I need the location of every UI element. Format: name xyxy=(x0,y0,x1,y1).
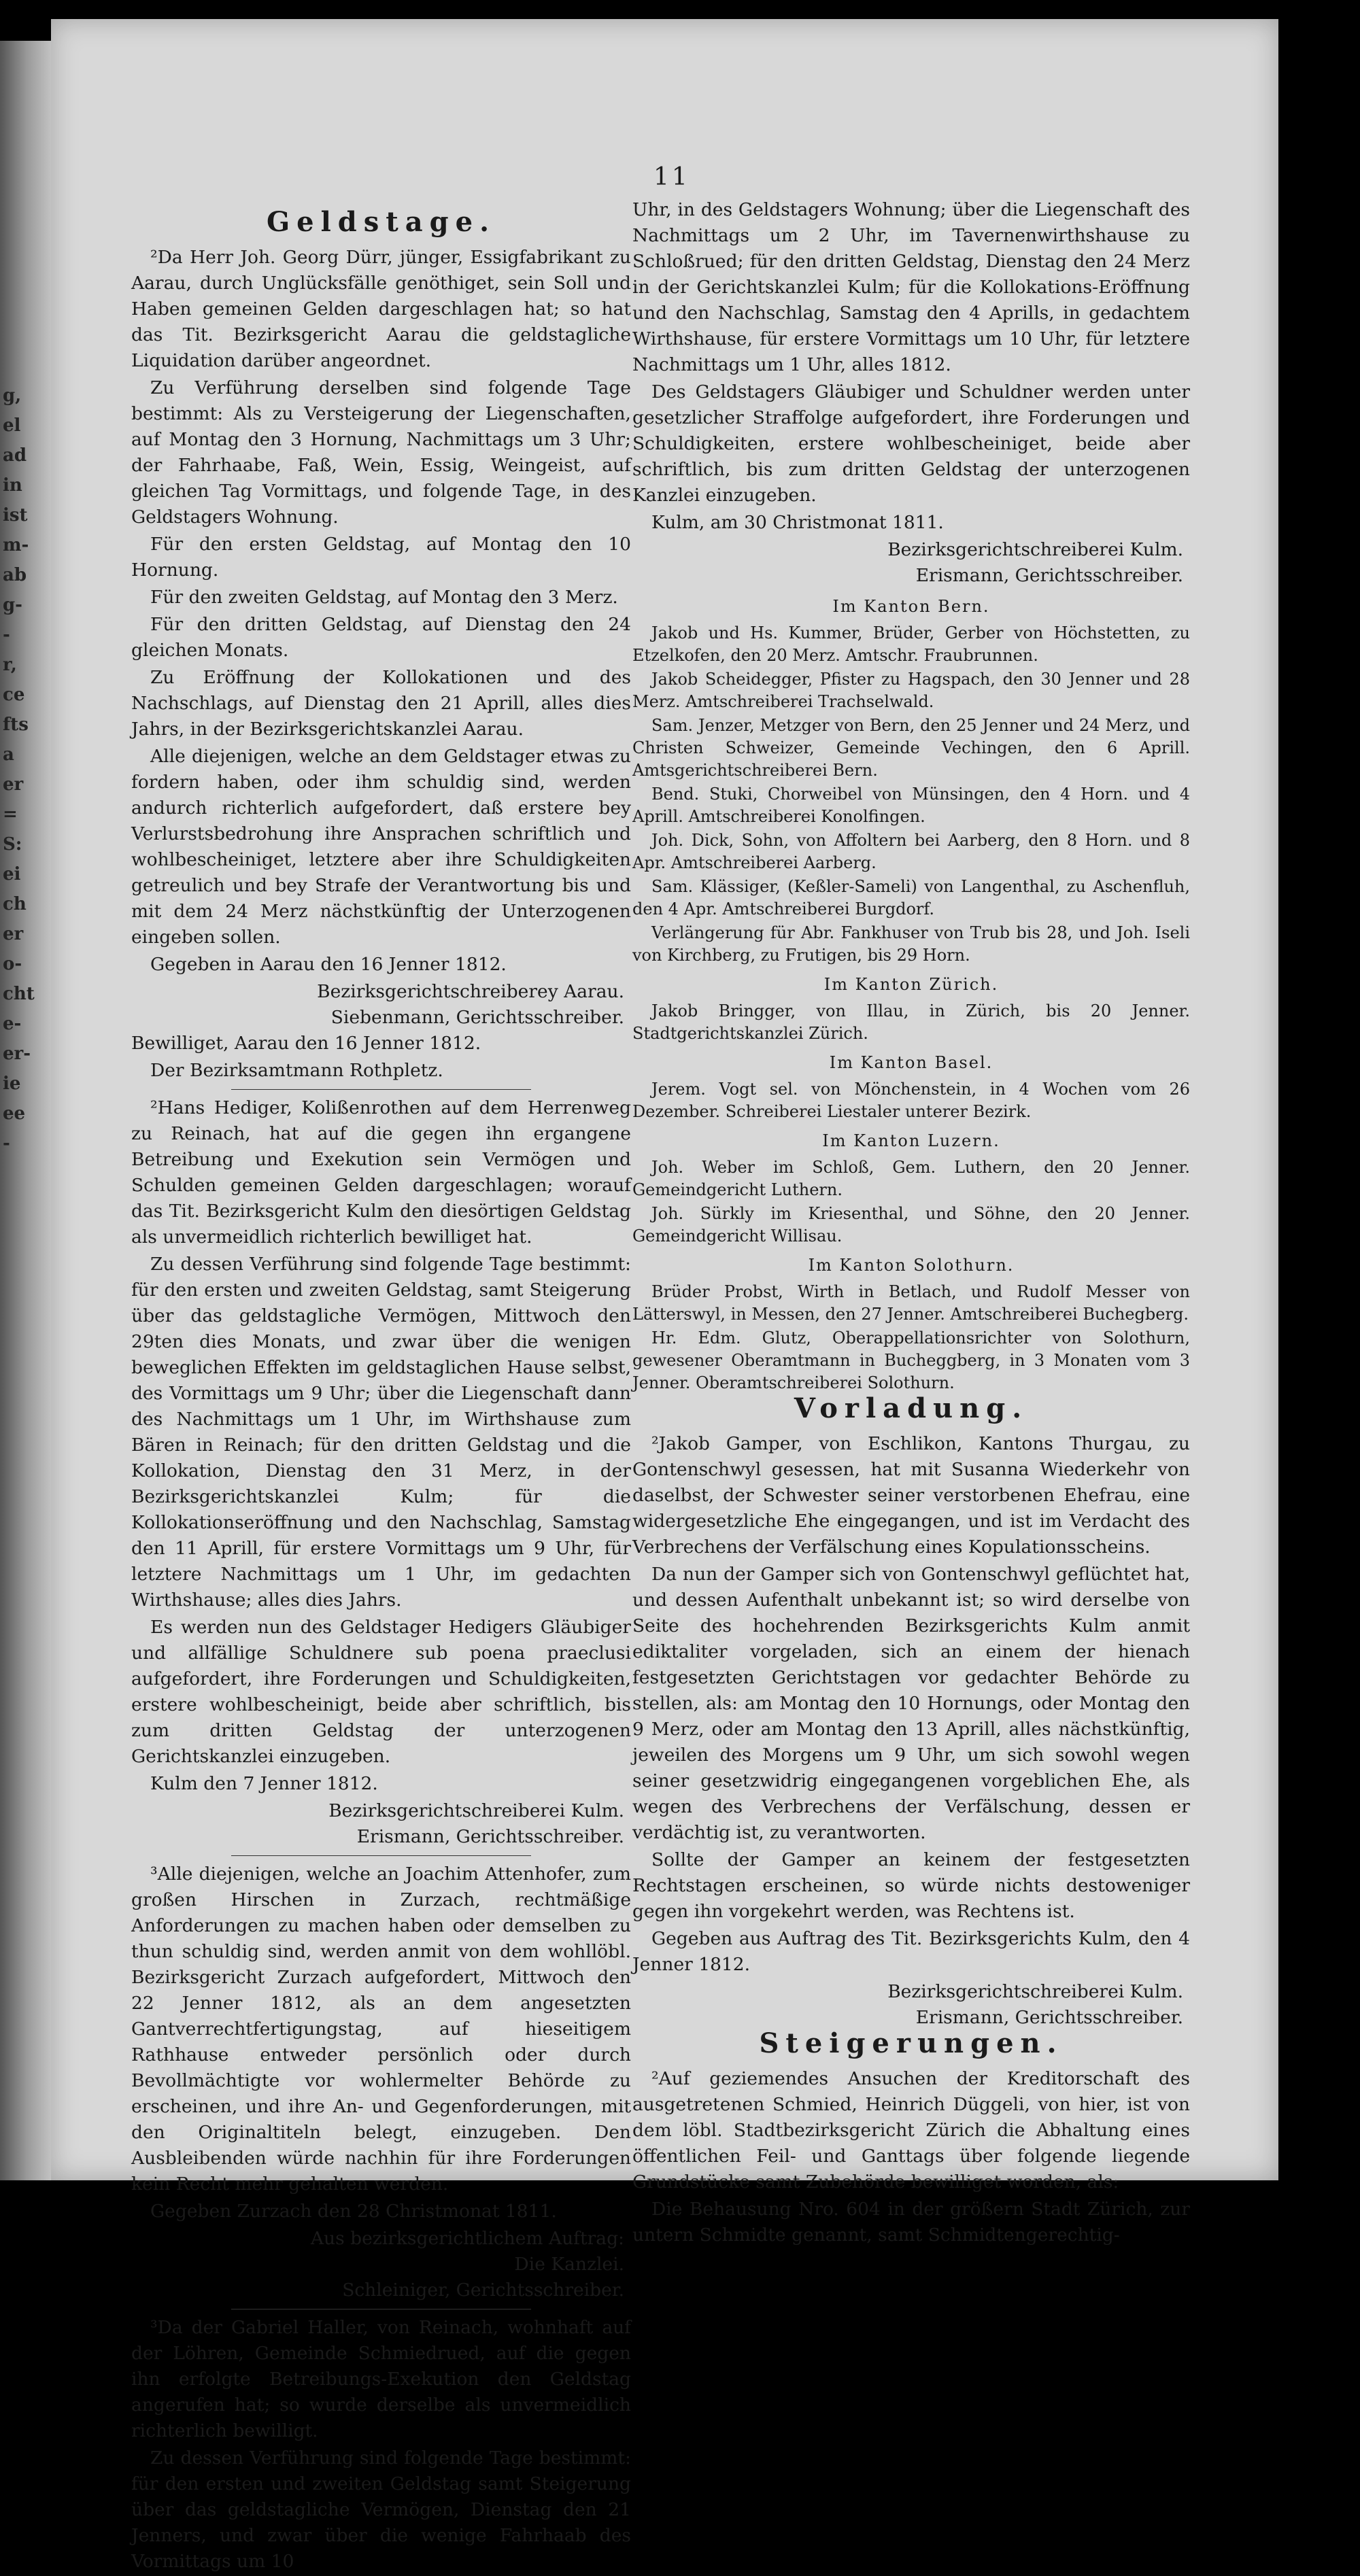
list-item: Jakob und Hs. Kummer, Brüder, Gerber von Höchstetten, zu Etzelkofen, den 20 Merz. Amtschr. Fraubrunnen. xyxy=(632,623,1190,665)
signature: Bezirksgerichtschreiberei Kulm. xyxy=(887,539,1183,560)
divider xyxy=(231,1089,531,1090)
list-item: Bend. Stuki, Chorweibel von Münsingen, den 4 Horn. und 4 Aprill. Amtschreiberei Konolfingen. xyxy=(632,785,1190,826)
signature: Schleiniger, Gerichtsschreiber. xyxy=(342,2280,624,2301)
notice-attenhofer: ³Alle diejenigen, welche an Joachim Attenhofer, zum großen Hirschen in Zurzach, rechtmäßige Anforderungen zu machen haben oder demselben zu thun schuldig sind, werden anmit von dem wohllöbl. Bezirksgericht Zurzach aufgefordert, Mittwoch den 22 Jenner 1812, als an dem angesetzten Gantverrechtfertigungstag, auf hieseitigem Rathhause entweder persönlich oder durch Bevollmächtigte vor wohlermelter Behörde zu erscheinen, und ihre An- und Gegenforderungen, mit den Originaltiteln belegt, einzugeben. Den Ausbleibenden würde nachhin für ihre Forderungen kein Recht mehr gehalten werden. Gegeben Zurzach den 28 Christmonat 1811. Aus bezirksgerichtlichem Auftrag: Die Kanzlei. Schleiniger, Gerichtsschreiber. xyxy=(131,1861,631,2303)
canton-heading: Im Kanton Luzern. xyxy=(822,1131,1000,1150)
list-item: Jerem. Vogt sel. von Mönchenstein, in 4 Wochen vom 26 Dezember. Schreiberei Liestaler unterer Bezirk. xyxy=(632,1080,1190,1121)
signature: Bezirksgerichtschreiberei Kulm. xyxy=(328,1800,624,1821)
adjacent-page-text: g, el ad in ist m- ab g- - r, ce fts a er = S: ei ch er o- cht e- er- ie ee - xyxy=(3,385,35,1154)
canton-heading: Im Kanton Zürich. xyxy=(823,975,999,994)
signature: Erismann, Gerichtsschreiber. xyxy=(915,565,1183,586)
signature: Siebenmann, Gerichtsschreiber. xyxy=(330,1007,624,1028)
notice-date: Gegeben Zurzach den 28 Christmonat 1811. xyxy=(150,2201,557,2222)
notice-dueggeli: ²Auf geziemendes Ansuchen der Kreditorschaft des ausgetretenen Schmied, Heinrich Düggeli, von hier, ist von dem löbl. Stadtbezirksgericht Zürich die Abhaltung eines öffentlichen Feil- und Ganttags über folgende liegende Grundstücke samt Zubehörde bewilliget worden, als: Die Behausung Nro. 604 in der größern Stadt Zürich, zur untern Schmidte genannt, samt Schmidtengerechtig- xyxy=(632,2068,1190,2246)
signature: Die Kanzlei. xyxy=(514,2254,624,2275)
section-heading-vorladung: Vorladung. xyxy=(794,1392,1029,1424)
signature: Erismann, Gerichtsschreiber. xyxy=(915,2007,1183,2028)
notice-haller-continued: Uhr, in des Geldstagers Wohnung; über die Liegenschaft des Nachmittags um 2 Uhr, im Tavernenwirthshause zu Schloßrued; für den dritten Geldstag, Dienstag den 24 Merz in der Gerichtskanzlei Kulm; für die Kollokations-Eröffnung und den Nachschlag, Samstag den 4 Aprills, in gedachtem Wirthshause, für erstere Vormittags um 10 Uhr, für letztere Nachmittags um 1 Uhr, alles 1812. Des Geldstagers Gläubiger und Schuldner werden unter gesetzlicher Straffolge aufgefordert, ihre Forderungen und Schuldigkeiten, erstere wohlbescheiniget, beide aber schriftlich, bis zum dritten Geldstag der unterzogenen Kanzlei einzugeben. Kulm, am 30 Christmonat 1811. Bezirksgerichtschreiberei Kulm. Erismann, Gerichtsschreiber. xyxy=(632,197,1190,589)
canton-heading: Im Kanton Bern. xyxy=(832,597,990,616)
notice-gamper: ²Jakob Gamper, von Eschlikon, Kantons Thurgau, zu Gontenschwyl gesessen, hat mit Susanna Wiederkehr von daselbst, der Schwester seiner verstorbenen Ehefrau, eine widergesetzliche Ehe eingegangen, und ist im Verdacht des Verbrechens der Verfälschung eines Kopulationsscheins. Da nun der Gamper sich von Gontenschwyl geflüchtet hat, und dessen Aufenthalt unbekannt ist; so wird derselbe von Seite des hochehrenden Bezirksgerichts Kulm anmit ediktaliter vorgeladen, sich an einem der hienach festgesetzten Gerichtstagen vor gedachter Behörde zu stellen, als: am Montag den 10 Hornungs, oder Montag den 9 Merz, oder am Montag den 13 Aprill, alles nächstkünftig, jeweilen des Morgens um 9 Uhr, um sich sowohl wegen seiner gesetzwidrig eingegangenen vorgeblichen Ehe, als wegen des Verbrechens der Verfälschung, dessen er verdächtig ist, zu verantworten. Sollte der Gamper an keinem der festgesetzten Rechtstagen erscheinen, so würde nichts destoweniger gegen ihn vorgekehrt werden, was Rechtens ist. Gegeben aus Auftrag des Tit. Bezirksgerichts Kulm, den 4 Jenner 1812. Bezirksgerichtschreiberei Kulm. Erismann, Gerichtsschreiber. xyxy=(632,1431,1190,2031)
canton-heading: Im Kanton Basel. xyxy=(829,1053,993,1072)
canton-heading: Im Kanton Solothurn. xyxy=(808,1256,1015,1275)
notice-date: Kulm, am 30 Christmonat 1811. xyxy=(651,512,944,533)
list-item: Joh. Sürkly im Kriesenthal, und Söhne, den 20 Jenner. Gemeindgericht Willisau. xyxy=(632,1204,1190,1246)
left-column xyxy=(131,206,631,2576)
list-item: Brüder Probst, Wirth in Betlach, und Rudolf Messer von Lätterswyl, in Messen, den 27 Jenner. Amtschreiberei Buchegberg. xyxy=(632,1282,1190,1324)
notice-date: Kulm den 7 Jenner 1812. xyxy=(150,1773,378,1794)
notice-date: Gegeben in Aarau den 16 Jenner 1812. xyxy=(150,954,507,975)
list-item: Sam. Jenzer, Metzger von Bern, den 25 Jenner und 24 Merz, und Christen Schweizer, Gemeinde Vechingen, den 6 Aprill. Amtsgerichtschreiberei Bern. xyxy=(632,716,1190,780)
canton-listings xyxy=(632,596,1190,1394)
signature: Bezirksgerichtschreiberei Kulm. xyxy=(887,1981,1183,2002)
signature: Erismann, Gerichtsschreiber. xyxy=(356,1826,624,1847)
list-item: Verlängerung für Abr. Fankhuser von Trub bis 28, und Joh. Iseli von Kirchberg, zu Frutigen, bis 29 Horn. xyxy=(632,923,1190,965)
divider xyxy=(231,1855,531,1856)
notice-hediger: ²Hans Hediger, Kolißenrothen auf dem Herrenweg zu Reinach, hat auf die gegen ihn ergangene Betreibung und Exekution sein Vermögen und Schulden gemeinen Gelden dargeschlagen; worauf das Tit. Bezirksgericht Kulm den diesörtigen Geldstag als unvermeidlich richterlich bewilliget hat. Zu dessen Verführung sind folgende Tage bestimmt: für den ersten und zweiten Geldstag, samt Steigerung über das geldstagliche Vermögen, Mittwoch den 29ten dies Monats, und zwar über die wenigen beweglichen Effekten im geldstaglichen Hause selbst, des Vormittags um 9 Uhr; über die Liegenschaft dann des Nachmittags um 1 Uhr, im Wirthshause zum Bären in Reinach; für den dritten Geldstag und die Kollokation, Dienstag den 31 Merz, in der Bezirksgerichtskanzlei Kulm; für die Kollokationseröffnung und den Nachschlag, Samstag den 11 Aprill, für erstere Vormittags um 9 Uhr, für letztere Nachmittags um 1 Uhr, im gedachten Wirthshause; alles dies Jahrs. Es werden nun des Geldstager Hedigers Gläubiger und allfällige Schuldnere sub poena praeclusi aufgefordert, ihre Forderungen und Schuldigkeiten, erstere wohlbescheinigt, beide aber schriftlich, bis zum dritten Geldstag der unterzogenen Gerichtskanzlei einzugeben. Kulm den 7 Jenner 1812. Bezirksgerichtschreiberei Kulm. Erismann, Gerichtsschreiber. xyxy=(131,1095,631,1850)
list-item: Joh. Weber im Schloß, Gem. Luthern, den 20 Jenner. Gemeindgericht Luthern. xyxy=(632,1158,1190,1199)
list-item: Sam. Klässiger, (Keßler-Sameli) von Langenthal, zu Aschenfluh, den 4 Apr. Amtschreiberei Burgdorf. xyxy=(632,877,1190,918)
notice-haller: ³Da der Gabriel Haller, von Reinach, wohnhaft auf der Löhren, Gemeinde Schmiedrued, auf die gegen ihn erfolgte Betreibungs-Exekution den Geldstag angerufen hat; so wurde derselbe als unvermeidlich richterlich bewilligt. Zu dessen Verführung sind folgende Tage bestimmt: für den ersten und zweiten Geldstag samt Steigerung über das geldstagliche Vermögen, Dienstag den 21 Jenners, und zwar über die wenige Fahrhaab des Vormittags um 10 xyxy=(131,2317,631,2572)
page-number: 11 xyxy=(653,163,690,191)
adjacent-page-sliver xyxy=(0,41,54,2180)
section-heading-geldstage: Geldstage. xyxy=(266,206,496,238)
list-item: Joh. Dick, Sohn, von Affoltern bei Aarberg, den 8 Horn. und 8 Apr. Amtschreiberei Aarberg. xyxy=(632,831,1190,872)
list-item: Jakob Bringger, von Illau, in Zürich, bis 20 Jenner. Stadtgerichtskanzlei Zürich. xyxy=(632,1001,1190,1043)
list-item: Jakob Scheidegger, Pfister zu Hagspach, den 30 Jenner und 28 Merz. Amtschreiberei Trachselwald. xyxy=(632,670,1190,711)
section-heading-steigerungen: Steigerungen. xyxy=(759,2027,1064,2059)
signature: Aus bezirksgerichtlichem Auftrag: xyxy=(310,2228,624,2249)
signature: Bezirksgerichtschreiberey Aarau. xyxy=(317,981,624,1002)
newspaper-page xyxy=(51,19,1278,2572)
list-item: Hr. Edm. Glutz, Oberappellationsrichter von Solothurn, gewesener Oberamtmann in Bucheggberg, in 3 Monaten vom 3 Jenner. Oberamtschreiberei Solothurn. xyxy=(632,1328,1190,1392)
notice-duerr: ²Da Herr Joh. Georg Dürr, jünger, Essigfabrikant zu Aarau, durch Unglücksfälle genöthiget, sein Soll und Haben gemeinen Gelden dargeschlagen hat; so hat das Tit. Bezirksgericht Aarau die geldstagliche Liquidation darüber angeordnet. Zu Verführung derselben sind folgende Tage bestimmt: Als zu Versteigerung der Liegenschaften, auf Montag den 3 Hornung, Nachmittags um 3 Uhr; der Fahrhaabe, Faß, Wein, Essig, Weingeist, auf gleichen Tag Vormittags, und folgende Tage, in des Geldstagers Wohnung. Für den ersten Geldstag, auf Montag den 10 Hornung. Für den zweiten Geldstag, auf Montag den 3 Merz. Für den dritten Geldstag, auf Dienstag den 24 gleichen Monats. Zu Eröffnung der Kollokationen und des Nachschlags, auf Dienstag den 21 Aprill, alles dies Jahrs, in der Bezirksgerichtskanzlei Aarau. Alle diejenigen, welche an dem Geldstager etwas zu fordern haben, oder ihm schuldig sind, werden andurch richterlich aufgefordert, daß erstere bey Verlurstsbedrohung ihre Ansprachen schriftlich und wohlbescheiniget, letztere aber ihre Schuldigkeiten getreulich und bey Strafe der Verantwortung bis und mit dem 24 Merz nächstkünftig der Unterzogenen eingeben sollen. Gegeben in Aarau den 16 Jenner 1812. Bezirksgerichtschreiberey Aarau. Siebenmann, Gerichtsschreiber. Bewilliget, Aarau den 16 Jenner 1812. Der Bezirksamtmann Rothpletz. xyxy=(131,247,631,1081)
right-column xyxy=(632,197,1190,2250)
